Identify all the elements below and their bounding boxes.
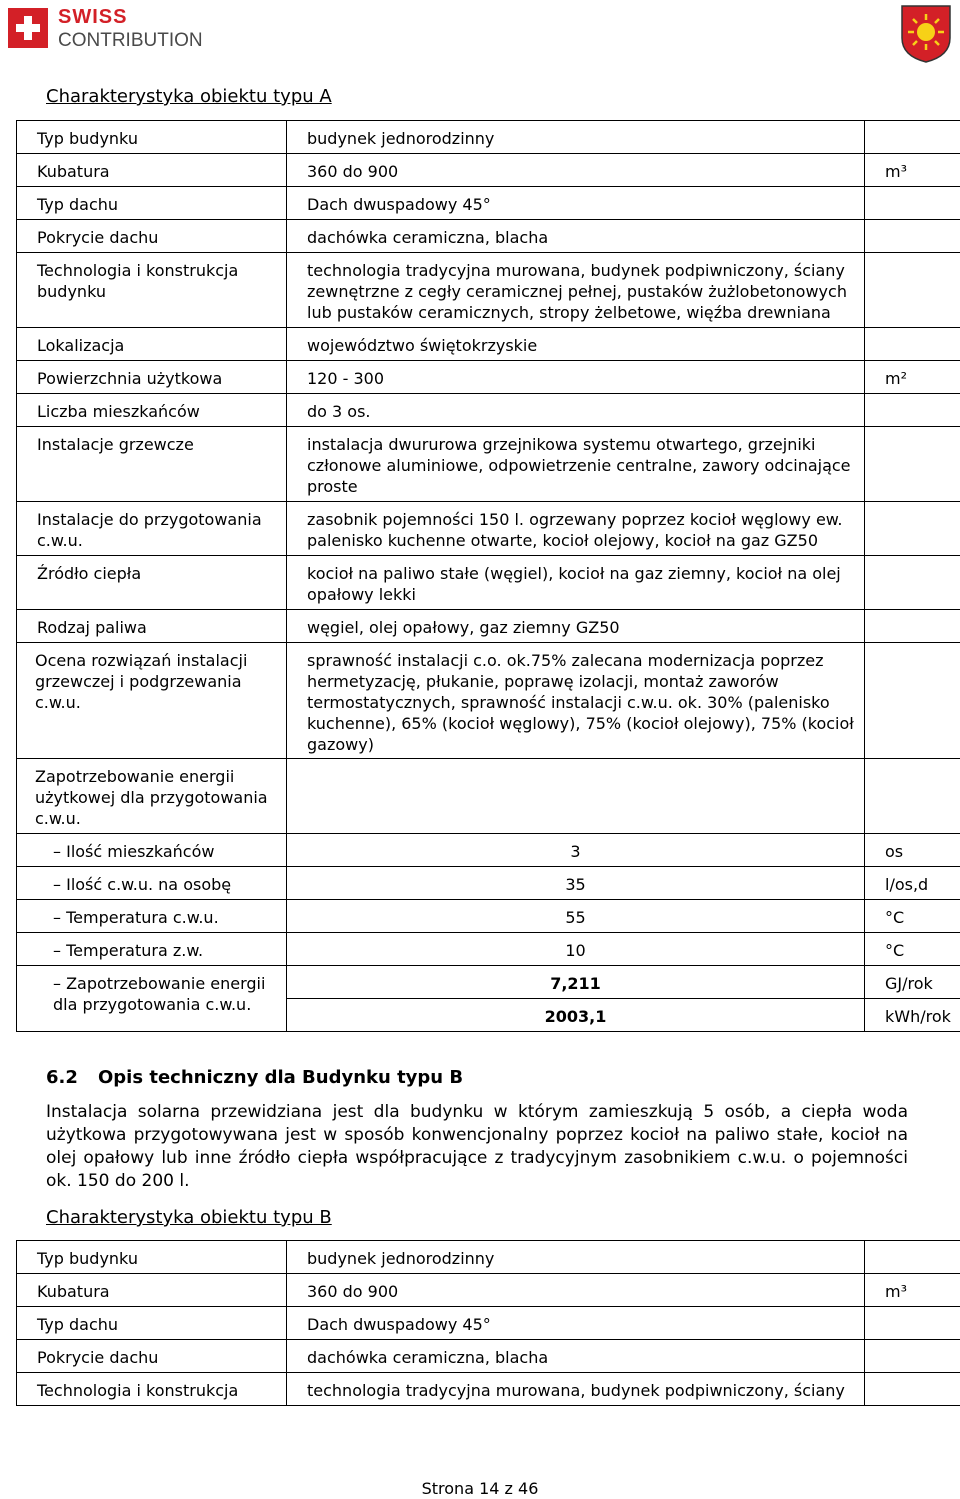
table-row <box>17 834 960 867</box>
row-label: Zapotrzebowanie energii użytkowej dla przygotowania c.w.u. <box>17 759 287 834</box>
row-unit <box>865 328 960 361</box>
row-label: – Ilość mieszkańców <box>17 834 287 867</box>
row-unit <box>865 759 960 834</box>
row-unit <box>865 427 960 502</box>
row-value: budynek jednorodzinny <box>287 121 865 154</box>
table-row <box>17 1274 960 1307</box>
energy-unit-kwh: kWh/rok <box>865 999 960 1032</box>
row-value: 360 do 900 <box>287 1274 865 1307</box>
row-label: – Temperatura z.w. <box>17 933 287 966</box>
swiss-flag-icon <box>8 8 48 48</box>
table-row <box>17 1241 960 1274</box>
row-unit <box>865 220 960 253</box>
coat-of-arms-icon <box>900 4 952 64</box>
energy-unit-gj: GJ/rok <box>865 966 960 999</box>
table-row <box>17 394 960 427</box>
row-value: województwo świętokrzyskie <box>287 328 865 361</box>
row-label: Rodzaj paliwa <box>17 610 287 643</box>
section-paragraph: Instalacja solarna przewidziana jest dla budynku w którym zamieszkują 5 osób, a ciepła woda użytkowa przygotowywana jest w sposób konwencjonalny poprzez kocioł na paliwo stałe, kocioł na olej opałowy lub inne źródło ciepła współpracujące z tradycyjnym zasobnikiem c.w.u. o pojemności ok. 150 do 200 l. <box>46 1102 908 1191</box>
row-unit: °C <box>865 933 960 966</box>
row-label: Źródło ciepła <box>17 556 287 610</box>
row-label: Technologia i konstrukcja budynku <box>17 253 287 328</box>
row-value: 120 - 300 <box>287 361 865 394</box>
row-unit: l/os,d <box>865 867 960 900</box>
row-label: Typ dachu <box>17 1307 287 1340</box>
table-row <box>17 900 960 933</box>
table-row <box>17 502 960 556</box>
row-unit <box>865 121 960 154</box>
row-unit <box>865 1307 960 1340</box>
row-label: Pokrycie dachu <box>17 220 287 253</box>
row-unit <box>865 187 960 220</box>
logo-contribution-text: CONTRIBUTION <box>58 30 203 51</box>
row-unit: m³ <box>865 1274 960 1307</box>
table-row <box>17 154 960 187</box>
table-row <box>17 361 960 394</box>
row-value: zasobnik pojemności 150 l. ogrzewany poprzez kocioł węglowy ew. palenisko kuchenne otwarte, kocioł olejowy, kocioł na gaz GZ50 <box>287 502 865 556</box>
row-label: Lokalizacja <box>17 328 287 361</box>
table-row <box>17 220 960 253</box>
row-value: technologia tradycyjna murowana, budynek podpiwniczony, ściany <box>287 1373 865 1406</box>
table-row <box>17 933 960 966</box>
table-row <box>17 1373 960 1406</box>
table-row <box>17 759 960 834</box>
row-value: dachówka ceramiczna, blacha <box>287 1340 865 1373</box>
row-value: 360 do 900 <box>287 154 865 187</box>
row-value: 3 <box>287 834 865 867</box>
section-heading-text: Opis techniczny dla Budynku typu B <box>98 1067 464 1088</box>
page-number: Strona 14 z 46 <box>421 1479 539 1498</box>
table-row <box>17 187 960 220</box>
table-row <box>17 556 960 610</box>
row-value: Dach dwuspadowy 45° <box>287 187 865 220</box>
table-object-b <box>16 1240 960 1406</box>
row-value: instalacja dwururowa grzejnikowa systemu otwartego, grzejniki członowe aluminiowe, odpowietrzenie centralne, zawory odcinające proste <box>287 427 865 502</box>
row-label: Ocena rozwiązań instalacji grzewczej i podgrzewania c.w.u. <box>17 643 287 759</box>
row-value: do 3 os. <box>287 394 865 427</box>
energy-value-kwh: 2003,1 <box>287 999 865 1032</box>
row-label: Instalacje grzewcze <box>17 427 287 502</box>
row-unit <box>865 394 960 427</box>
row-label: – Zapotrzebowanie energii dla przygotowania c.w.u. <box>17 966 287 1032</box>
section-a-title: Charakterystyka obiektu typu A <box>46 86 332 107</box>
row-label: Typ dachu <box>17 187 287 220</box>
row-unit <box>865 643 960 759</box>
row-value: 10 <box>287 933 865 966</box>
row-value: sprawność instalacji c.o. ok.75% zalecana modernizacja poprzez hermetyzację, płukanie, poprawę izolacji, montaż zaworów termostatycznych, sprawność instalacji c.w.u. ok. 30% (palenisko kuchenne), 65% (kocioł węglowy), 75% (kocioł olejowy), 75% (kocioł gazowy) <box>287 643 865 759</box>
row-label: Liczba mieszkańców <box>17 394 287 427</box>
row-unit <box>865 502 960 556</box>
row-value: budynek jednorodzinny <box>287 1241 865 1274</box>
section-number: 6.2 <box>46 1067 78 1088</box>
table-row <box>17 966 960 999</box>
row-value <box>287 759 865 834</box>
table-row <box>17 253 960 328</box>
row-value: dachówka ceramiczna, blacha <box>287 220 865 253</box>
row-label: Kubatura <box>17 1274 287 1307</box>
row-label: Pokrycie dachu <box>17 1340 287 1373</box>
table-row <box>17 1340 960 1373</box>
table-row <box>17 610 960 643</box>
energy-value-gj: 7,211 <box>287 966 865 999</box>
row-unit <box>865 1340 960 1373</box>
row-unit: m² <box>865 361 960 394</box>
row-label: Powierzchnia użytkowa <box>17 361 287 394</box>
row-unit <box>865 253 960 328</box>
row-unit <box>865 610 960 643</box>
row-value: węgiel, olej opałowy, gaz ziemny GZ50 <box>287 610 865 643</box>
table-row <box>17 328 960 361</box>
table-row <box>17 643 960 759</box>
row-label: Instalacje do przygotowania c.w.u. <box>17 502 287 556</box>
table-row <box>17 427 960 502</box>
row-value: 35 <box>287 867 865 900</box>
row-value: kocioł na paliwo stałe (węgiel), kocioł na gaz ziemny, kocioł na olej opałowy lekki <box>287 556 865 610</box>
row-value: technologia tradycyjna murowana, budynek podpiwniczony, ściany zewnętrzne z cegły ceramicznej pełnej, pustaków żużlobetonowych lub pustaków ceramicznych, stropy żelbetowe, więźba drewniana <box>287 253 865 328</box>
table-object-a <box>16 120 960 1032</box>
row-label: Typ budynku <box>17 1241 287 1274</box>
row-unit: os <box>865 834 960 867</box>
row-unit <box>865 1241 960 1274</box>
row-unit: °C <box>865 900 960 933</box>
row-unit <box>865 556 960 610</box>
row-label: – Temperatura c.w.u. <box>17 900 287 933</box>
table-row <box>17 121 960 154</box>
row-unit: m³ <box>865 154 960 187</box>
row-label: Kubatura <box>17 154 287 187</box>
section-b-title: Charakterystyka obiektu typu B <box>46 1207 332 1228</box>
table-row <box>17 867 960 900</box>
row-unit <box>865 1373 960 1406</box>
logo-swiss-text: SWISS <box>58 6 128 28</box>
row-value: 55 <box>287 900 865 933</box>
row-label: Typ budynku <box>17 121 287 154</box>
table-row <box>17 1307 960 1340</box>
section-heading <box>46 1067 463 1088</box>
row-label: Technologia i konstrukcja <box>17 1373 287 1406</box>
row-label: – Ilość c.w.u. na osobę <box>17 867 287 900</box>
row-value: Dach dwuspadowy 45° <box>287 1307 865 1340</box>
